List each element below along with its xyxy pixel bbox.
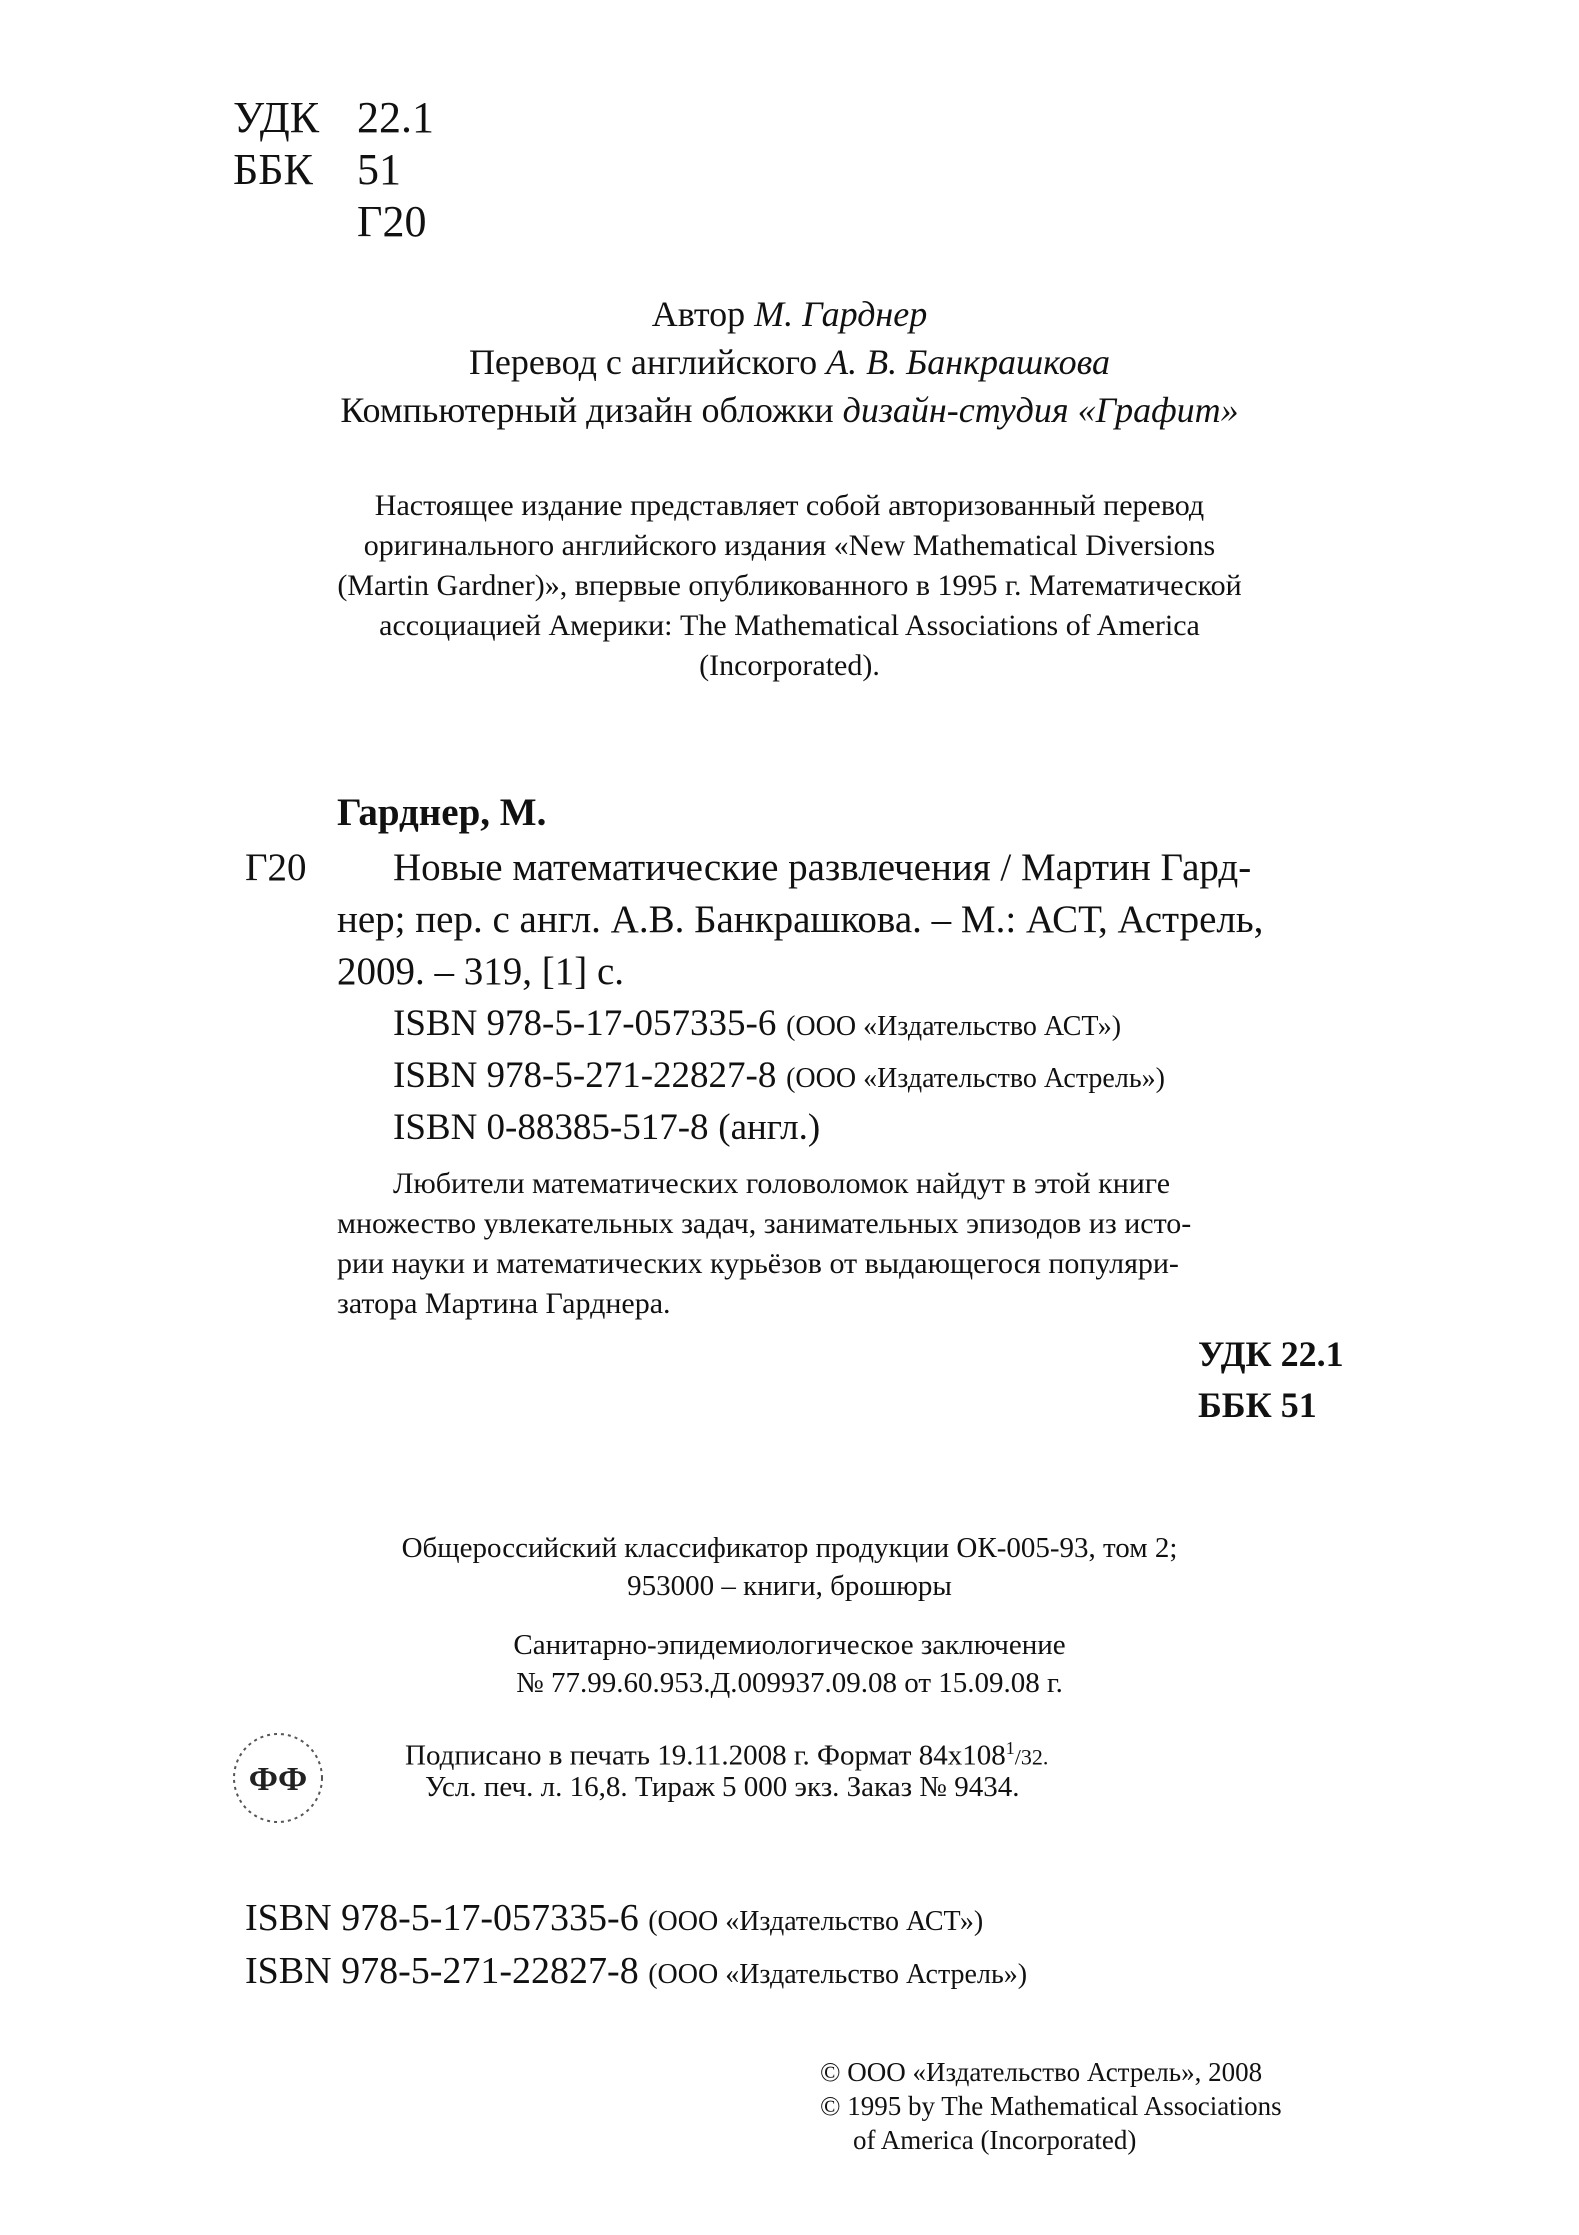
design-credit-prefix: Компьютерный дизайн обложки [340,390,843,430]
translator-credit-name: А. В. Банкрашкова [826,342,1111,382]
catalog-isbn-row [393,1104,820,1151]
format-sub: /32. [1014,1744,1049,1770]
print-run-line: Усл. печ. л. 16,8. Тираж 5 000 экз. Заказ № 9434. [425,1771,1020,1803]
translator-credit [0,341,1579,383]
notice-line: ассоциацией Америки: The Mathematical Associations of America [379,609,1200,642]
bbk-header-value: 51 [357,145,401,194]
bottom-isbn-row [245,1895,983,1945]
notice-line: (Incorporated). [699,649,880,682]
bottom-isbn-publisher: (ООО «Издательство Астрель») [648,1959,1028,1990]
design-credit [0,389,1579,431]
classifier-line: 953000 – книги, брошюры [627,1570,952,1602]
catalog-title-line: нер; пер. с англ. А.В. Банкрашкова. – М.: АСТ, Астрель, [337,898,1264,941]
catalog-isbn-number: ISBN 0-88385-517-8 [393,1107,709,1148]
author-credit-prefix: Автор [651,294,755,334]
printing-house-logo [228,1728,328,1828]
notice-line: (Martin Gardner)», впервые опубликованного в 1995 г. Математической [337,569,1242,602]
annotation-line: рии науки и математических курьёзов от выдающегося популяри- [337,1247,1179,1280]
format-sup: 1 [1005,1738,1015,1758]
printing-house-logo-icon [228,1728,328,1828]
catalog-udk: УДК 22.1 [1198,1334,1344,1374]
translator-credit-prefix: Перевод с английского [468,342,827,382]
bottom-isbn-number: ISBN 978-5-17-057335-6 [245,1897,639,1939]
bottom-isbn-publisher: (ООО «Издательство АСТ») [648,1906,984,1937]
sanitary-line: Санитарно-эпидемиологическое заключение [513,1629,1066,1661]
annotation-line: множество увлекательных задач, занимательных эпизодов из исто- [337,1207,1192,1240]
catalog-isbn-row [393,1052,1165,1102]
signed-for-print-text: Подписано в печать 19.11.2008 г. Формат 84x108 [405,1739,1006,1772]
catalog-isbn-publisher: (ООО «Издательство Астрель») [786,1063,1165,1094]
notice-line: оригинального английского издания «New Mathematical Diversions [363,529,1216,562]
catalog-title-line: Новые математические развлечения / Мартин Гард- [393,846,1252,889]
sanitary-line: № 77.99.60.953.Д.009937.09.08 от 15.09.08 г. [516,1667,1063,1699]
catalog-bbk: ББК 51 [1198,1385,1317,1425]
annotation-line: затора Мартина Гарднера. [337,1287,671,1320]
author-credit-name: М. Гарднер [754,294,928,334]
bottom-isbn-row [245,1948,1027,1998]
author-credit [0,293,1579,335]
logo-letters: ФФ [248,1761,308,1798]
catalog-isbn-publisher: (ООО «Издательство АСТ») [786,1011,1122,1042]
catalog-isbn-number: ISBN 978-5-271-22827-8 [393,1055,777,1096]
copyright-line: © 1995 by The Mathematical Associations [820,2091,1282,2121]
annotation-line: Любители математических головоломок найдут в этой книге [393,1167,1171,1200]
classifier-line: Общероссийский классификатор продукции ОК-005-93, том 2; [401,1532,1178,1564]
catalog-sign: Г20 [245,846,307,889]
catalog-author-heading: Гарднер, М. [337,791,547,834]
udk-header-value: 22.1 [357,93,434,142]
catalog-isbn-number: ISBN 978-5-17-057335-6 [393,1003,777,1044]
notice-line: Настоящее издание представляет собой авторизованный перевод [374,489,1205,522]
author-sign-header: Г20 [357,197,427,246]
catalog-isbn-publisher: (англ.) [718,1107,821,1148]
udk-header-label: УДК [233,93,320,142]
copyright-line: of America (Incorporated) [853,2125,1137,2155]
catalog-isbn-row [393,1000,1121,1050]
copyright-line: © ООО «Издательство Астрель», 2008 [820,2057,1263,2087]
bbk-header-label: ББК [233,145,313,194]
design-credit-name: дизайн-студия «Графит» [842,390,1239,430]
bottom-isbn-number: ISBN 978-5-271-22827-8 [245,1950,639,1992]
catalog-title-line: 2009. – 319, [1] с. [337,950,625,993]
